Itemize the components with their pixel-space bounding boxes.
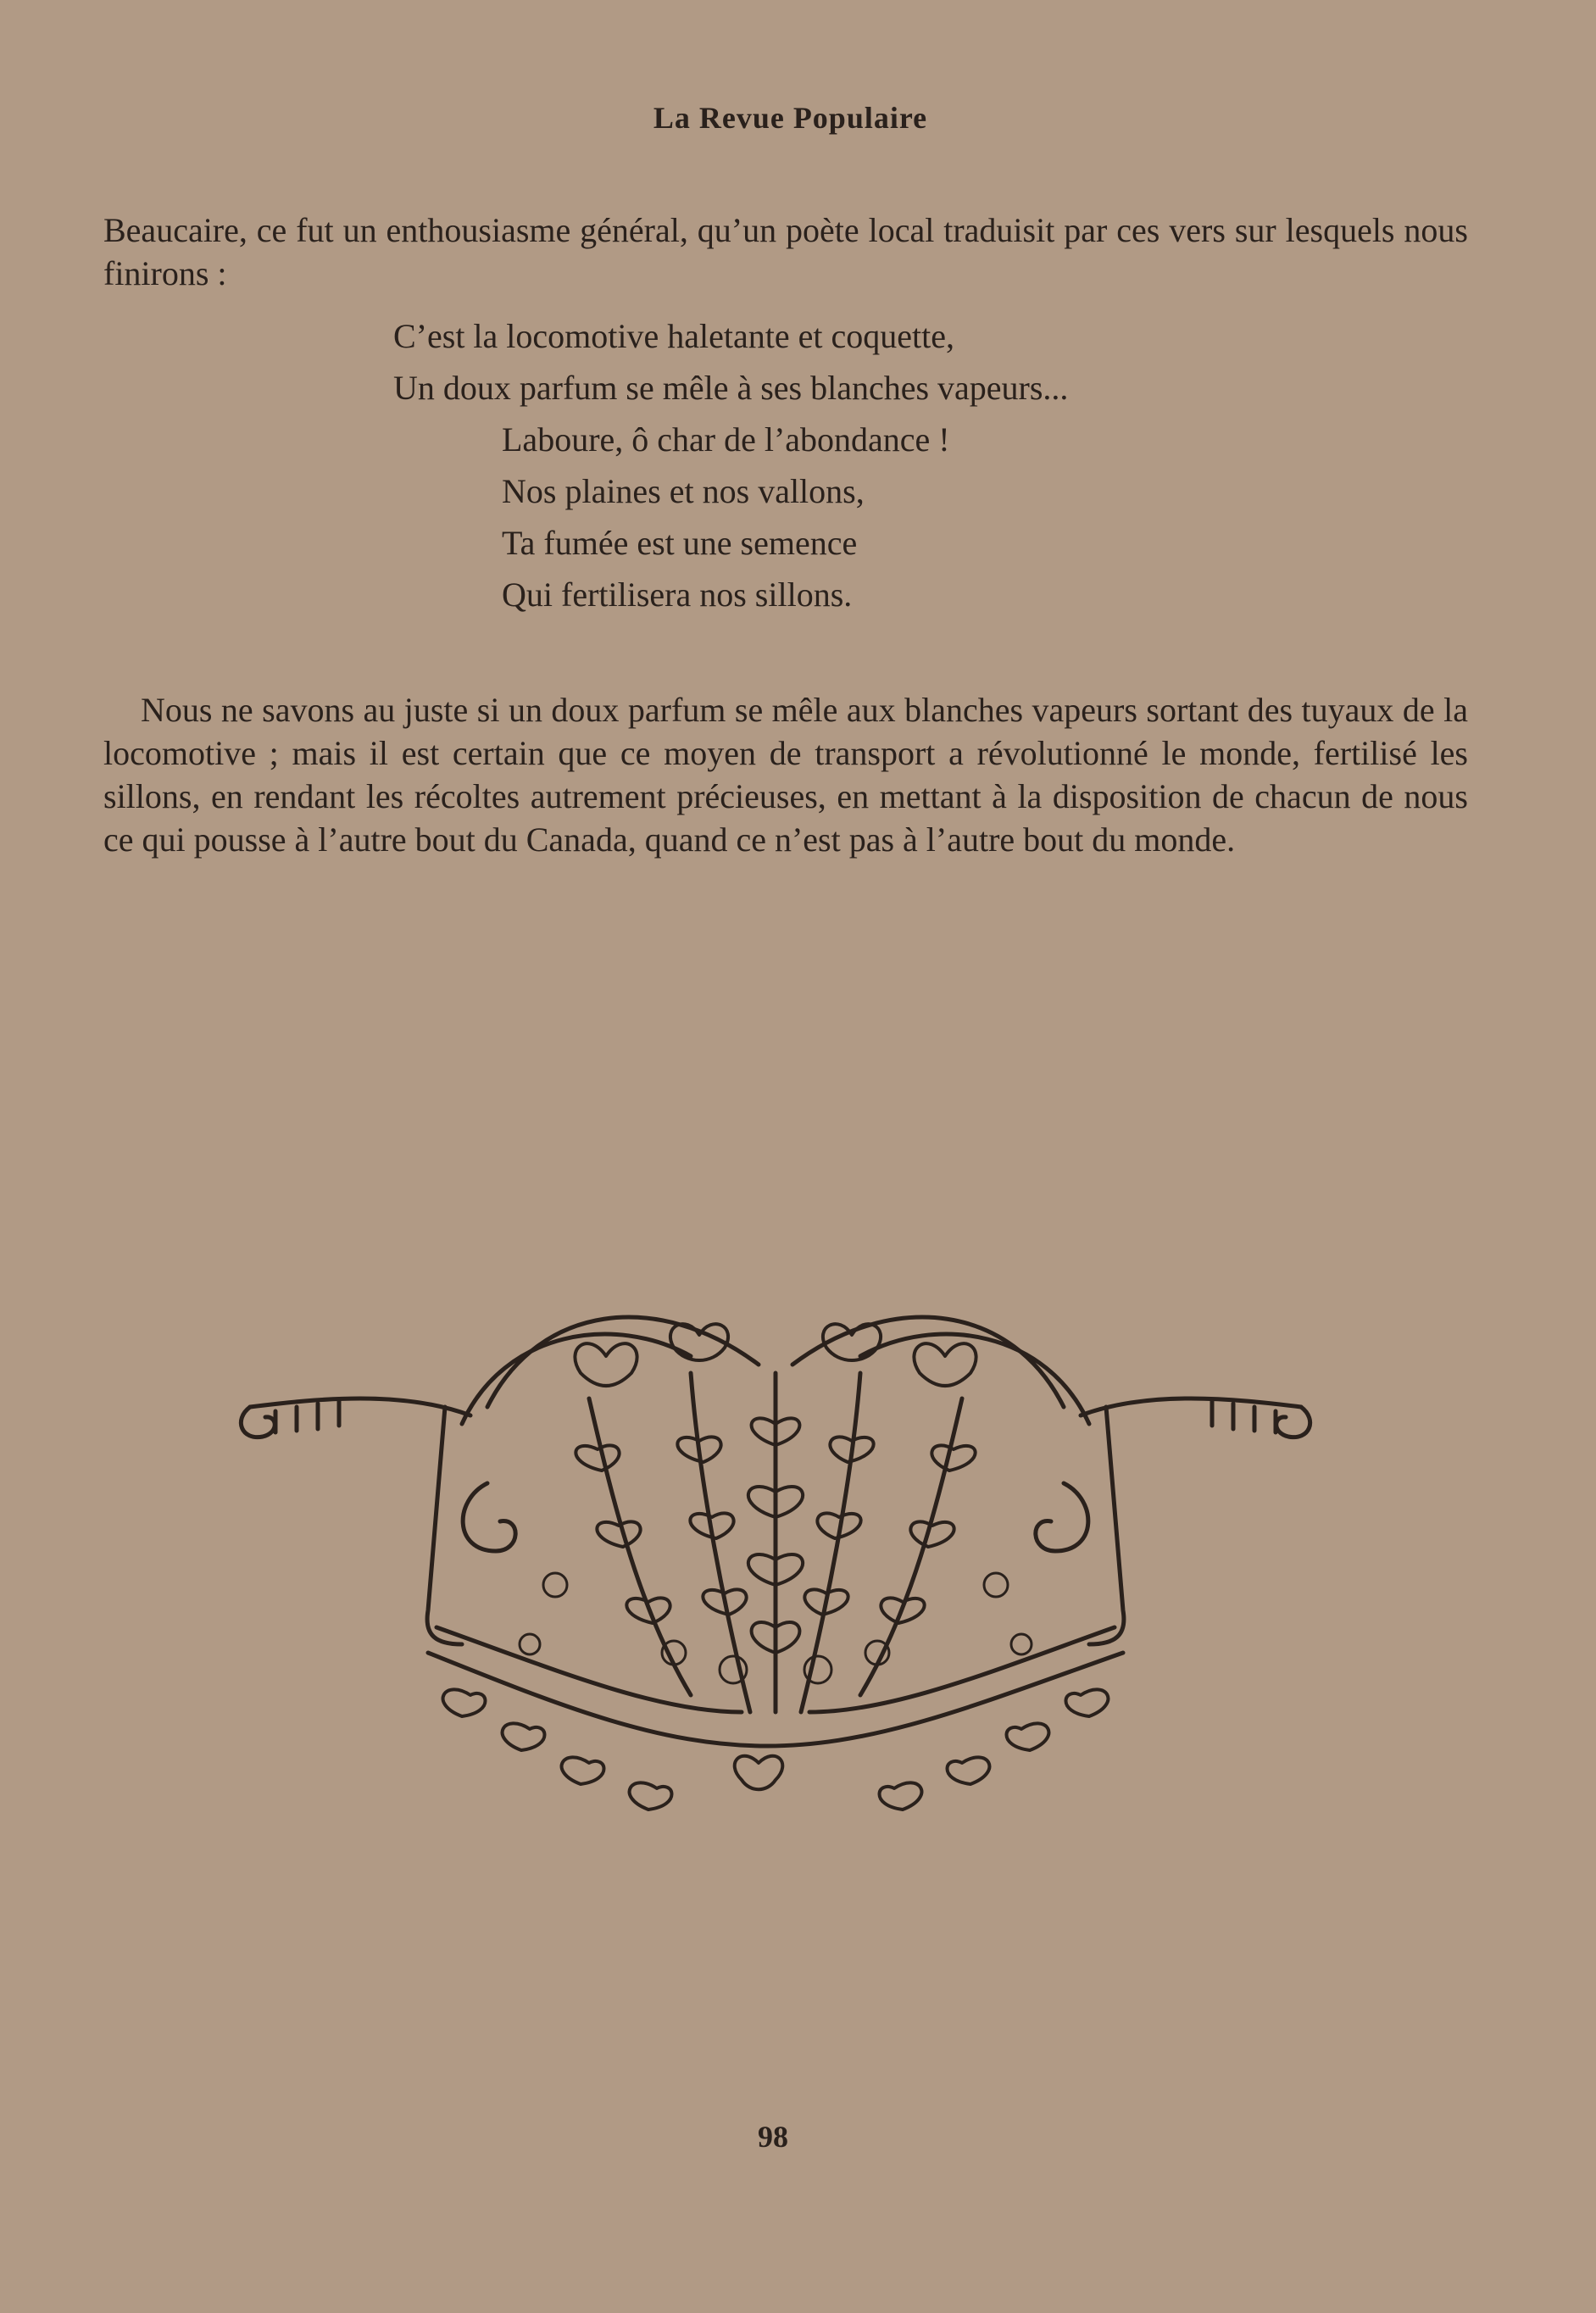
poem-line-4: Nos plaines et nos vallons,: [502, 472, 865, 510]
poem-line-6: Qui fertilisera nos sillons.: [502, 575, 853, 614]
running-title: La Revue Populaire: [653, 101, 928, 135]
poem-line-1: C’est la locomotive haletante et coquette,: [393, 317, 954, 355]
poem-line-5: Ta fumée est une semence: [502, 524, 858, 562]
poem: [393, 310, 1241, 620]
paragraph-2: Nous ne savons au juste si un doux parfum se mêle aux blanches vapeurs sortant des tuyaux de la locomotive ; mais il est certain que ce moyen de transport a révolutionné le monde, fertilisé les sillons, en rendant les récoltes autrement précieuses, en mettant à la disposition de chacun de nous ce qui pousse à l’autre bout du Canada, quand ce n’est pas à l’autre bout du monde.: [103, 691, 1468, 859]
page-number: 98: [758, 2120, 788, 2154]
poem-line-3: Laboure, ô char de l’abondance !: [502, 420, 950, 459]
poem-line-2: Un doux parfum se mêle à ses blanches vapeurs...: [393, 369, 1069, 407]
paragraph-1: Beaucaire, ce fut un enthousiasme général, qu’un poète local traduisit par ces vers sur lesquels nous finirons :: [103, 211, 1468, 292]
floral-vignette-icon: [216, 1271, 1335, 1865]
